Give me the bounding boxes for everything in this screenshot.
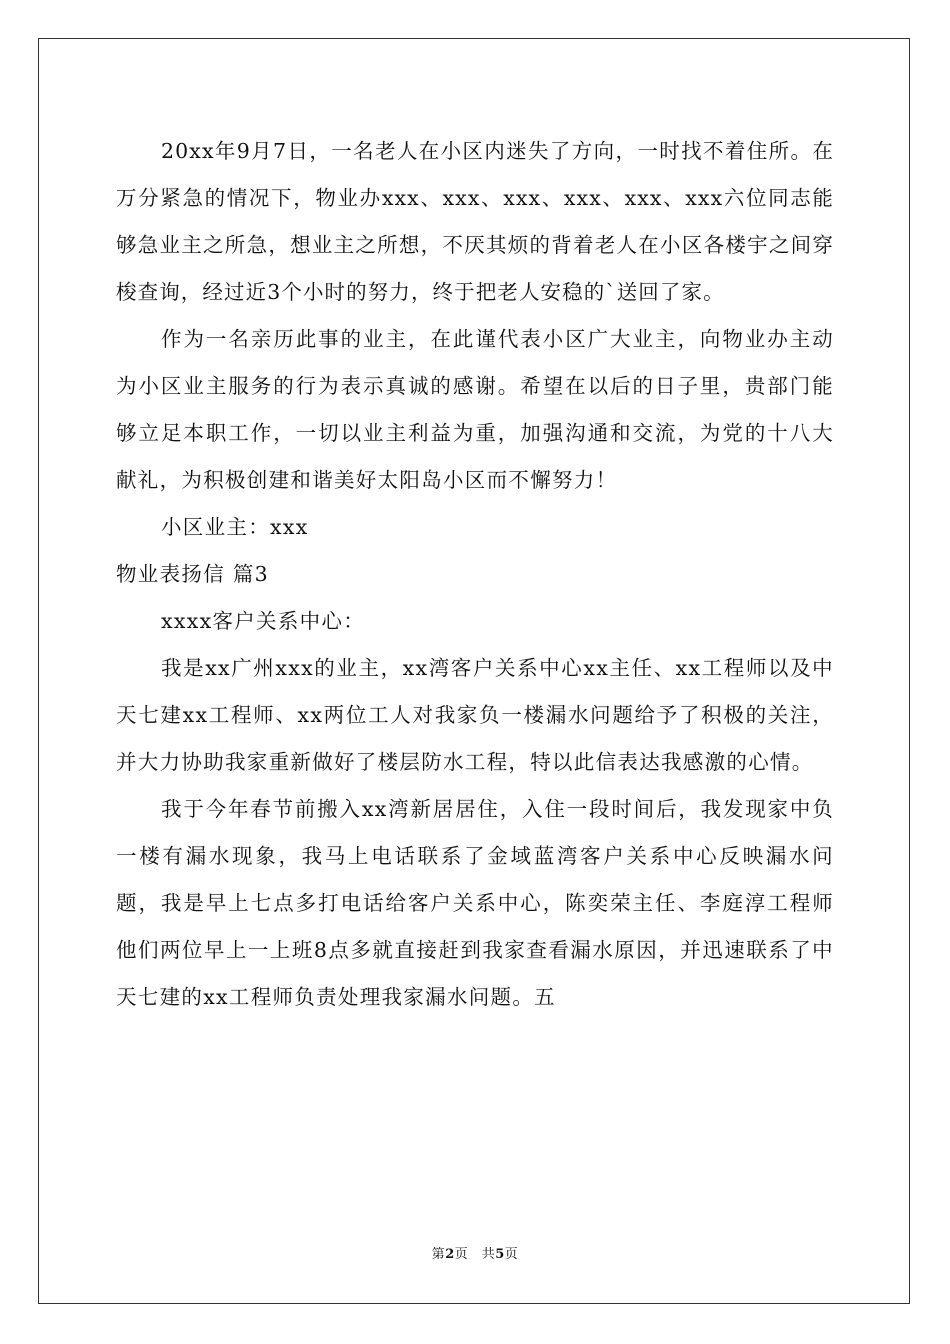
paragraph-salutation: xxxx客户关系中心： <box>161 609 366 633</box>
footer-current-page: 2 <box>445 1247 455 1262</box>
paragraph-leak-story: 我于今年春节前搬入xx湾新居居住，入住一段时间后，我发现家中负一楼有漏水现象，我马上电话联系了金域蓝湾客户关系中心反映漏水问题，我是早上七点多打电话给客户关系中心，陈奕荣主任、李庭淳工程师他们两位早上一上班8点多就直接赶到我家查看漏水原因，并迅速联系了中天七建的xx工程师负责处理我家漏水问题。五 <box>116 797 834 1009</box>
page-footer <box>0 1246 950 1264</box>
paragraph-lost-elder: 20xx年9月7日，一名老人在小区内迷失了方向，一时找不着住所。在万分紧急的情况下，物业办xxx、xxx、xxx、xxx、xxx、xxx六位同志能够急业主之所急，想业主之所想，不厌其烦的背着老人在小区各楼宇之间穿梭查询，经过近3个小时的努力，终于把老人安稳的`送回了家。 <box>116 139 834 304</box>
footer-total-pages: 5 <box>495 1247 505 1262</box>
paragraph-signature: 小区业主：xxx <box>161 515 309 539</box>
footer-prefix: 第 <box>431 1247 446 1262</box>
paragraph-owner-intro: 我是xx广州xxx的业主，xx湾客户关系中心xx主任、xx工程师以及中天七建xx工程师、xx两位工人对我家负一楼漏水问题给予了积极的关注，并大力协助我家重新做好了楼层防水工程，特以此信表达我感激的心情。 <box>116 656 834 774</box>
footer-suffix: 页 <box>504 1247 519 1262</box>
section-heading: 物业表扬信 篇3 <box>116 562 269 586</box>
footer-mid: 页 共 <box>454 1247 496 1262</box>
document-body <box>116 128 834 1021</box>
paragraph-thanks: 作为一名亲历此事的业主，在此谨代表小区广大业主，向物业办主动为小区业主服务的行为表示真诚的感谢。希望在以后的日子里，贵部门能够立足本职工作，一切以业主利益为重，加强沟通和交流，为党的十八大献礼，为积极创建和谐美好太阳岛小区而不懈努力！ <box>116 327 834 492</box>
